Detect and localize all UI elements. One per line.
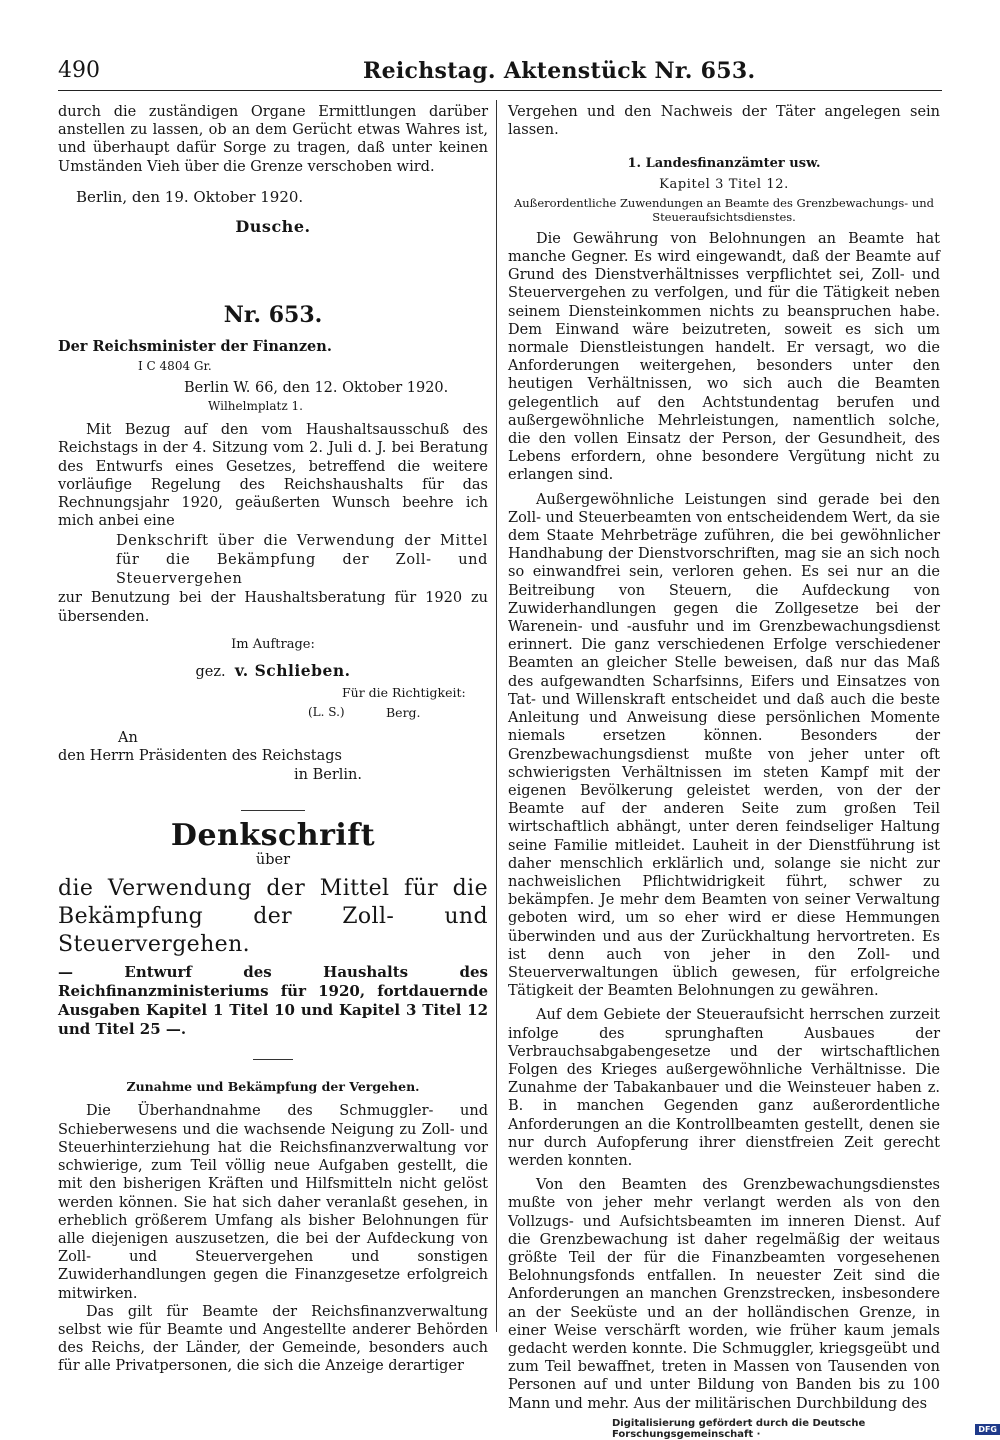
- signature-dusche: Dusche.: [235, 217, 311, 237]
- signature-berg: Berg.: [386, 705, 421, 721]
- sub-heading: 1. Landesfinanzämter usw.: [627, 156, 821, 172]
- digitization-footer: [612, 1418, 1000, 1440]
- im-auftrage: Im Auftrage:: [231, 636, 315, 652]
- ministry-name: Der Reichsminister der Finanzen.: [58, 338, 332, 356]
- column-divider: [496, 100, 497, 1332]
- letter-place-date: Berlin W. 66, den 12. Oktober 1920.: [184, 379, 449, 396]
- page-number: 490: [58, 58, 100, 83]
- gez-label: gez.: [195, 664, 226, 681]
- running-head: Reichstag. Aktenstück Nr. 653.: [363, 58, 756, 84]
- body-paragraph: Die Überhandnahme des Schmuggler- und Schieberwesens und die wachsende Neigung zu Zoll- und Steuerhinterziehung hat die Reichsfinanzverwaltung vor schwierige, zum Teil völlig neue Aufgaben gestellt, die mit den bisherigen Kräften und Hilfsmitteln nicht gelöst werden können. Sie hat sich daher veranlaßt gesehen, in erheblich größerem Umfang als bisher Belohnungen für alle diejenigen auszusetzen, die bei der Aufdeckung von Zoll- und Steuervergehen und sonstigen Zuwiderhandlungen gegen die Finanzgesetze erfolgreich mitwirken.: [58, 1103, 488, 1302]
- denkschrift-ueber: über: [255, 852, 291, 869]
- letter-body: Mit Bezug auf den vom Haushaltsausschuß des Reichstags in der 4. Sitzung vom 2. Juli d. J. bei Beratung des Entwurfs eines Gesetzes, betreffend die weitere vorläufige Regelung des Reichshaushalts für das Rechnungsjahr 1920, geäußerten Wunsch beehre ich mich anbei eine: [58, 422, 488, 530]
- letter-close: zur Benutzung bei der Haushaltsberatung für 1920 zu übersenden.: [58, 590, 488, 625]
- denkschrift-draft-note: — Entwurf des Haushalts des Reichfinanzministeriums für 1920, fortdauernde Ausgaben Kapitel 1 Titel 10 und Kapitel 3 Titel 12 und Titel 25 —.: [58, 963, 488, 1039]
- body-paragraph: Von den Beamten des Grenzbewachungsdienstes mußte von jeher mehr verlangt werden als von den Vollzugs- und Aufsichtsbeamten im inneren Dienst. Auf die Grenzbewachung ist daher regelmäßig der weitaus größte Teil der für die Finanzbeamten vorgesehenen Belohnungsfonds entfallen. In neuester Zeit sind die Anforderungen an manchen Grenzstrecken, insbesondere an der Seeküste und an der holländischen Grenze, in einer Weise verschärft worden, wie früher kaum jemals gedacht werden konnte. Die Schmuggler, kriegsgeübt und zum Teil bewaffnet, treten in Massen von Tausenden von Personen auf und unter Bildung von Banden bis zu 100 Mann und mehr. Aus der militärischen Durchbildung des: [508, 1177, 940, 1412]
- body-paragraph: Das gilt für Beamte der Reichsfinanzverwaltung selbst wie für Beamte und Angestellte anderer Behörden des Reichs, der Länder, der Gemeinde, besonders auch für alle Privatpersonen, die sich die Anzeige derartiger: [58, 1303, 488, 1375]
- dfg-logo-icon: DFG: [975, 1424, 1000, 1435]
- page-header: [58, 56, 940, 92]
- section-separator: [241, 810, 305, 811]
- seal-mark: (L. S.): [308, 705, 345, 720]
- denkschrift-subtitle: die Verwendung der Mittel für die Bekämpfung der Zoll- und Steuervergehen.: [58, 876, 488, 958]
- continuation-paragraph: durch die zuständigen Organe Ermittlungen darüber anstellen zu lassen, ob an dem Gerücht etwas Wahres ist, und überhaupt dafür Sorge zu tragen, daß unter keinen Umständen Vieh über die Grenze verschoben wird.: [58, 104, 488, 175]
- separator-rule: [253, 1059, 293, 1060]
- document-number: Nr. 653.: [223, 302, 323, 329]
- left-column: [58, 103, 488, 1376]
- denkschrift-title: Denkschrift: [170, 817, 376, 853]
- section-heading: Zunahme und Bekämpfung der Vergehen.: [126, 1079, 420, 1095]
- continuation-paragraph: Vergehen und den Nachweis der Täter angelegen sein lassen.: [508, 104, 940, 139]
- signature-schlieben: v. Schlieben.: [234, 661, 351, 681]
- addressee: den Herrn Präsidenten des Reichstags: [58, 748, 342, 765]
- addressee-city: in Berlin.: [294, 766, 362, 783]
- header-rule: [58, 90, 942, 91]
- footer-text: Digitalisierung gefördert durch die Deutsche Forschungsgemeinschaft ·: [612, 1418, 866, 1440]
- street-address: Wilhelmplatz 1.: [208, 399, 303, 414]
- quoted-title: Denkschrift über die Verwendung der Mittel für die Bekämpfung der Zoll- und Steuervergehen: [116, 533, 488, 588]
- fuer-richtigkeit: Für die Richtigkeit:: [342, 685, 466, 701]
- certification-block: [58, 685, 488, 725]
- right-column: [508, 103, 940, 1413]
- signature-line: [58, 662, 488, 681]
- body-paragraph: Die Gewährung von Belohnungen an Beamte hat manche Gegner. Es wird eingewandt, daß der Beamte auf Grund des Dienstverhältnisses verpflichtet sei, Zoll- und Steuervergehen zu verfolgen, und für die Tätigkeit neben seinem Diensteinkommen nichts zu beanspruchen habe. Dem Einwand wäre beizutreten, soweit es sich um normale Dienstleistungen handelt. Er versagt, wo die Anforderungen weitergehen, besonders unter den heutigen Verhältnissen, wo sich auch die Beamten gelegentlich auf den Achtstundentag berufen und außergewöhnliche Mehrleistungen, namentlich solche, die den vollen Einsatz der Person, der Gesundheit, des Lebens erfordern, ohne besondere Vergütung nicht zu erlangen sind.: [508, 230, 940, 484]
- address-an: An: [118, 730, 138, 747]
- place-date: Berlin, den 19. Oktober 1920.: [76, 187, 304, 206]
- body-paragraph: Auf dem Gebiete der Steueraufsicht herrschen zurzeit infolge des sprunghaften Ausbaues der Verbrauchsabgabengesetze und der wirtschaftlichen Folgen des Krieges außergewöhnliche Verhältnisse. Die Zunahme der Tabakanbauer und die Weinsteuer haben z. B. in manchen Gegenden ganz außerordentliche Anforderungen an die Kontrollbeamten gestellt, denen sie nur durch Aufopferung ihrer dienstfreien Zeit gerecht werden konnten.: [508, 1007, 940, 1169]
- body-paragraph: Außergewöhnliche Leistungen sind gerade bei den Zoll- und Steuerbeamten von entscheidendem Wert, da sie dem Staate Mehrbeträge zuführen, die bei gewöhnlicher Handhabung der Dienstvorschriften, mag sie an sich noch so einwandfrei sein, verloren gehen. Es sei nur an die Beitreibung von Steuern, die Aufdeckung von Zuwiderhandlungen gegen die Zollgesetze bei der Warenein- und -ausfuhr und im Grenzbewachungsdienst erinnert. Die ganz verschiedenen Erfolge verschiedener Beamten an gleicher Stelle beweisen, daß nur das Maß des aufgewandten Scharfsinns, Eifers und Einsatzes von Tat- und Willenskraft entscheidet und daß auch die beste Anleitung und Anweisung diese persönlichen Momente niemals ersetzen können. Besonders der Grenzbewachungsdienst mußte von jeher unter oft schwierigsten Verhältnissen im steten Kampf mit der eigenen Bevölkerung geleistet werden, von der der Beamte auf der anderen Seite zum großen Teil wirtschaftlich abhängt, unter deren feindseliger Haltung seine Familie mitleidet. Lauheit in der Dienstführung ist daher menschlich erklärlich und, solange sie nicht zur nachweislichen Pflichtwidrigkeit führt, schwer zu bekämpfen. Je mehr dem Beamten von seiner Verwaltung geboten wird, um so eher wird er diese Hemmungen überwinden und aus der Zurückhaltung hervortreten. Es ist denn auch von jeher in den Zoll- und Steuerverwaltungen üblich gewesen, für erfolgreiche Tätigkeit der Beamten Belohnungen zu gewähren.: [508, 491, 940, 1000]
- reference-number: I C 4804 Gr.: [138, 358, 212, 373]
- title-heading: Außerordentliche Zuwendungen an Beamte des Grenzbewachungs- und Steueraufsichtsdienstes.: [513, 195, 935, 224]
- chapter-heading: Kapitel 3 Titel 12.: [659, 176, 789, 192]
